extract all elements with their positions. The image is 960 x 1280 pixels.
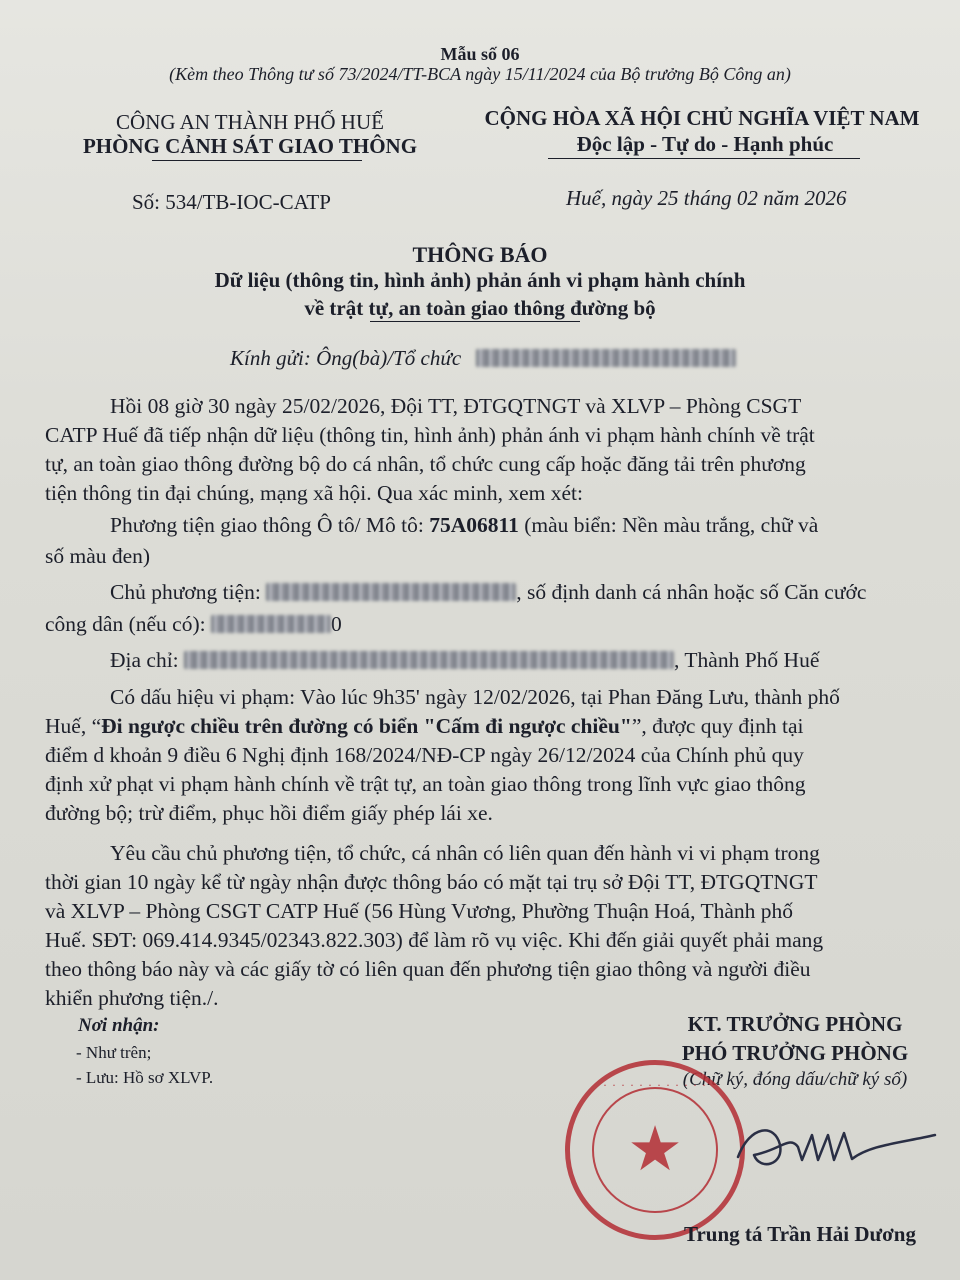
recipient-name-redacted xyxy=(476,349,736,367)
vehicle-suffix: (màu biển: Nền màu trắng, chữ và xyxy=(518,513,819,537)
request-line-4: Huế. SĐT: 069.414.9345/02343.822.303) để làm rõ vụ việc. Khi đến giải quyết phải mang xyxy=(45,928,824,952)
request-line-3: và XLVP – Phòng CSGT CATP Huế (56 Hùng Vương, Phường Thuận Hoá, Thành phố xyxy=(45,899,794,923)
body-p1-line1: Hồi 08 giờ 30 ngày 25/02/2026, Đội TT, ĐTGQTNGT và XLVP – Phòng CSGT xyxy=(110,394,802,418)
seal-lettering: · · · · · · · · · · · · xyxy=(603,1079,707,1092)
sign-title-2: PHÓ TRƯỞNG PHÒNG xyxy=(681,1041,909,1065)
official-seal-stamp xyxy=(565,1060,745,1240)
violation-line-3: điểm d khoản 9 điều 6 Nghị định 168/2024/NĐ-CP ngày 26/12/2024 của Chính phủ quy xyxy=(45,743,804,767)
vehicle-line-2: số màu đen) xyxy=(45,544,151,568)
license-plate: 75A06811 xyxy=(429,513,519,537)
address-suffix: , Thành Phố Huế xyxy=(674,648,820,672)
recipients-title: Nơi nhận: xyxy=(78,1015,160,1036)
vehicle-prefix: Phương tiện giao thông Ô tô/ Mô tô: xyxy=(110,513,430,537)
violation-description: Đi ngược chiều trên đường có biển "Cấm đi ngược chiều" xyxy=(101,714,632,738)
recipient-label: Kính gửi: Ông(bà)/Tổ chức xyxy=(230,346,462,370)
handwritten-signature xyxy=(720,1105,950,1185)
body-p1-line3: tự, an toàn giao thông đường bộ do cá nhân, tổ chức cung cấp hoặc đăng tải trên phương xyxy=(45,452,806,476)
motto-underline xyxy=(548,158,860,159)
recipients-item-2: - Lưu: Hồ sơ XLVP. xyxy=(76,1068,214,1087)
sign-note: (Chữ ký, đóng dấu/chữ ký số) xyxy=(682,1069,908,1090)
violation-line-2 xyxy=(45,714,804,739)
notice-subtitle-1: Dữ liệu (thông tin, hình ảnh) phản ánh vi phạm hành chính xyxy=(214,268,746,292)
body-p1-line2: CATP Huế đã tiếp nhận dữ liệu (thông tin, hình ảnh) phản ánh vi phạm hành chính về trật xyxy=(45,423,815,447)
id-number-redacted xyxy=(211,615,331,633)
request-line-6: khiển phương tiện./. xyxy=(45,986,219,1010)
id-label: công dân (nếu có): xyxy=(45,612,211,636)
request-line-1: Yêu cầu chủ phương tiện, tổ chức, cá nhân có liên quan đến hành vi vi phạm trong xyxy=(110,841,820,865)
department-underline xyxy=(152,160,362,161)
violation-line-1: Có dấu hiệu vi phạm: Vào lúc 9h35' ngày 12/02/2026, tại Phan Đăng Lưu, thành phố xyxy=(110,685,840,709)
title-underline xyxy=(370,321,580,322)
violation-post: ”, được quy định tại xyxy=(631,714,804,738)
form-attached: (Kèm theo Thông tư số 73/2024/TT-BCA ngày 15/11/2024 của Bộ trưởng Bộ Công an) xyxy=(169,64,791,84)
violation-line-5: đường bộ; trừ điểm, phục hồi điểm giấy phép lái xe. xyxy=(45,801,493,825)
id-tail: 0 xyxy=(330,612,342,636)
owner-name-redacted xyxy=(266,583,516,601)
violation-line-4: định xử phạt vi phạm hành chính về trật tự, an toàn giao thông trong lĩnh vực giao thông xyxy=(45,772,806,796)
owner-line xyxy=(110,580,866,605)
violation-pre: Huế, “ xyxy=(45,714,102,738)
country-name: CỘNG HÒA XÃ HỘI CHỦ NGHĨA VIỆT NAM xyxy=(484,106,920,130)
address-line xyxy=(110,648,819,673)
body-p1-line4: tiện thông tin đại chúng, mạng xã hội. Qua xác minh, xem xét: xyxy=(45,481,583,505)
recipient-line xyxy=(230,346,736,371)
form-number: Mẫu số 06 xyxy=(440,44,520,64)
id-line xyxy=(45,612,342,637)
recipients-item-1: - Như trên; xyxy=(76,1043,152,1062)
star-emblem-icon: ★ xyxy=(627,1111,683,1185)
address-label: Địa chỉ: xyxy=(110,648,185,672)
notice-title: THÔNG BÁO xyxy=(412,242,548,267)
vehicle-line xyxy=(110,513,818,538)
sign-title-1: KT. TRƯỞNG PHÒNG xyxy=(687,1012,903,1036)
notice-subtitle-2: về trật tự, an toàn giao thông đường bộ xyxy=(304,296,656,320)
address-redacted xyxy=(184,651,674,669)
agency-name: CÔNG AN THÀNH PHỐ HUẾ xyxy=(116,110,384,134)
owner-label: Chủ phương tiện: xyxy=(110,580,267,604)
request-line-5: theo thông báo này và các giấy tờ có liên quan đến phương tiện giao thông và người điều xyxy=(45,957,811,981)
motto: Độc lập - Tự do - Hạnh phúc xyxy=(576,132,834,156)
department-name: PHÒNG CẢNH SÁT GIAO THÔNG xyxy=(82,134,418,158)
place-date: Huế, ngày 25 tháng 02 năm 2026 xyxy=(566,186,847,210)
signer-name: Trung tá Trần Hải Dương xyxy=(684,1222,916,1246)
owner-suffix: , số định danh cá nhân hoặc số Căn cước xyxy=(516,580,867,604)
document-number: Số: 534/TB-IOC-CATP xyxy=(132,190,331,214)
request-line-2: thời gian 10 ngày kể từ ngày nhận được thông báo có mặt tại trụ sở Đội TT, ĐTGQTNGT xyxy=(45,870,818,894)
